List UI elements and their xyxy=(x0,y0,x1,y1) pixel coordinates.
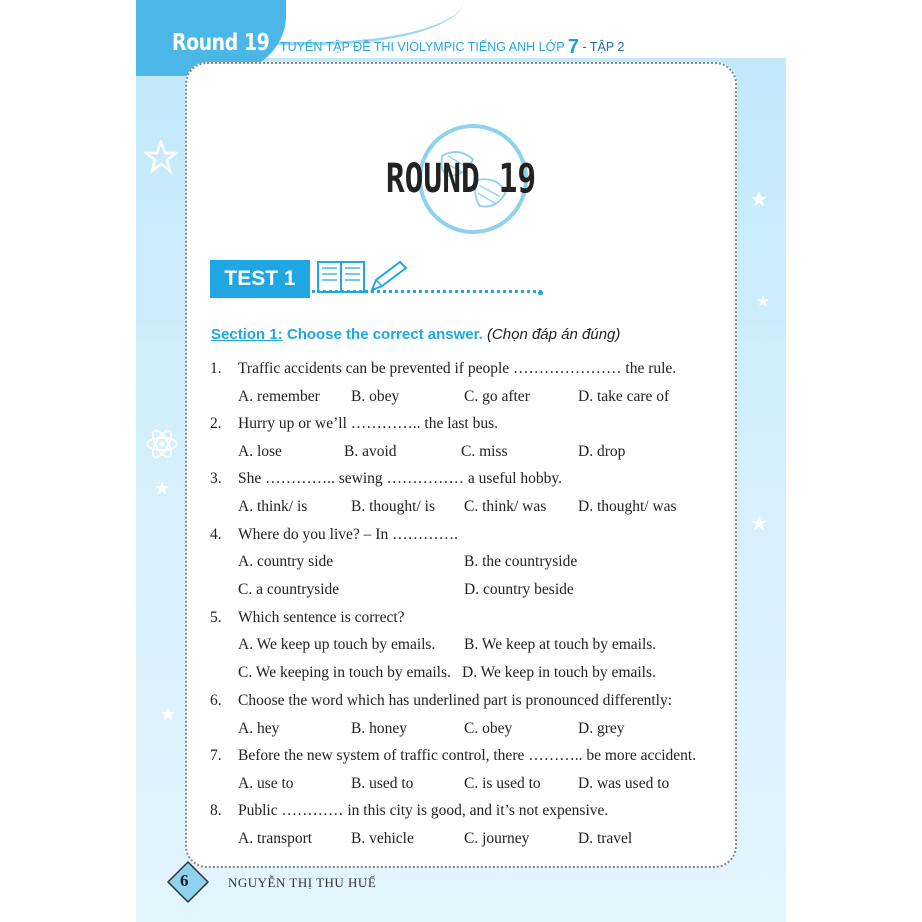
answer-option: D. was used to xyxy=(578,775,670,792)
answer-option: A. hey xyxy=(238,720,280,737)
question-number: 1. xyxy=(210,360,222,377)
section-instruction: Choose the correct answer. xyxy=(286,326,483,343)
book-title-prefix: TUYỂN TẬP ĐỀ THI VIOLYMPIC TIẾNG ANH LỚP xyxy=(280,40,565,54)
question-text: Before the new system of traffic control, there ……….. be more accident. xyxy=(238,747,697,764)
test-label: TEST 1 xyxy=(210,260,310,298)
answer-option: A. country side xyxy=(238,553,334,570)
answer-option: C. We keeping in touch by emails. xyxy=(238,664,451,681)
star-icon xyxy=(154,480,170,496)
answer-option: B. used to xyxy=(351,775,414,792)
answer-option: A. think/ is xyxy=(238,498,308,515)
answer-option: C. journey xyxy=(464,830,530,847)
section-label: Section 1: xyxy=(211,326,283,343)
section-vi-instruction: (Chọn đáp án đúng) xyxy=(486,326,621,343)
question-number: 2. xyxy=(210,415,222,432)
answer-option: D. travel xyxy=(578,830,633,847)
answer-option: D. country beside xyxy=(464,581,574,598)
answer-option: D. take care of xyxy=(578,388,670,405)
answer-option: D. drop xyxy=(578,443,626,460)
author-name: NGUYỄN THỊ THU HUẾ xyxy=(228,875,377,890)
answer-option: B. We keep at touch by emails. xyxy=(464,636,657,653)
question-text: Traffic accidents can be prevented if people ………………… the rule. xyxy=(238,360,677,377)
book-page xyxy=(136,0,786,922)
answer-option: A. lose xyxy=(238,443,282,460)
answer-option: B. the countryside xyxy=(464,553,578,570)
round-tag: Round 19 xyxy=(172,30,270,56)
answer-option: A. remember xyxy=(238,388,320,405)
answer-option: D. grey xyxy=(578,720,625,737)
answer-option: B. avoid xyxy=(344,443,397,460)
question-text: She ………….. sewing …………… a useful hobby. xyxy=(238,470,563,487)
question-text: Hurry up or we’ll ………….. the last bus. xyxy=(238,415,499,432)
answer-option: C. think/ was xyxy=(464,498,547,515)
book-title xyxy=(280,36,624,59)
atom-icon xyxy=(144,426,180,462)
answer-option: D. thought/ was xyxy=(578,498,677,515)
star-outline-icon xyxy=(144,140,178,174)
answer-option: C. obey xyxy=(464,720,513,737)
star-icon xyxy=(750,514,768,532)
answer-option: C. go after xyxy=(464,388,530,405)
answer-option: C. is used to xyxy=(464,775,541,792)
answer-option: B. obey xyxy=(351,388,400,405)
question-number: 8. xyxy=(210,802,222,819)
answer-option: B. thought/ is xyxy=(351,498,435,515)
page-number: 6 xyxy=(180,871,189,890)
answer-option: B. vehicle xyxy=(351,830,414,847)
question-text: Choose the word which has underlined part is pronounced differently: xyxy=(238,692,673,709)
answer-option: A. use to xyxy=(238,775,294,792)
star-icon xyxy=(160,706,176,722)
dotted-divider xyxy=(312,290,542,293)
answer-option: D. We keep in touch by emails. xyxy=(462,664,656,681)
question-number: 6. xyxy=(210,692,222,709)
star-icon xyxy=(750,190,768,208)
question-text: Where do you live? – In …………. xyxy=(238,526,458,543)
answer-option: A. We keep up touch by emails. xyxy=(238,636,436,653)
question-number: 7. xyxy=(210,747,222,764)
star-icon xyxy=(756,294,770,308)
question-number: 5. xyxy=(210,609,222,626)
book-title-grade: 7 xyxy=(567,36,580,58)
answer-option: C. a countryside xyxy=(238,581,340,598)
section-heading xyxy=(211,326,620,343)
question-number: 4. xyxy=(210,526,222,543)
question-text: Public ………… in this city is good, and it’s not expensive. xyxy=(238,802,609,819)
answer-option: B. honey xyxy=(351,720,407,737)
question-text: Which sentence is correct? xyxy=(238,609,405,626)
page-title: ROUND 19 xyxy=(385,156,537,202)
answer-option: A. transport xyxy=(238,830,313,847)
dotted-divider-end xyxy=(538,291,543,295)
book-title-suffix: - TẬP 2 xyxy=(582,40,625,54)
answer-option: C. miss xyxy=(461,443,508,460)
question-number: 3. xyxy=(210,470,222,487)
